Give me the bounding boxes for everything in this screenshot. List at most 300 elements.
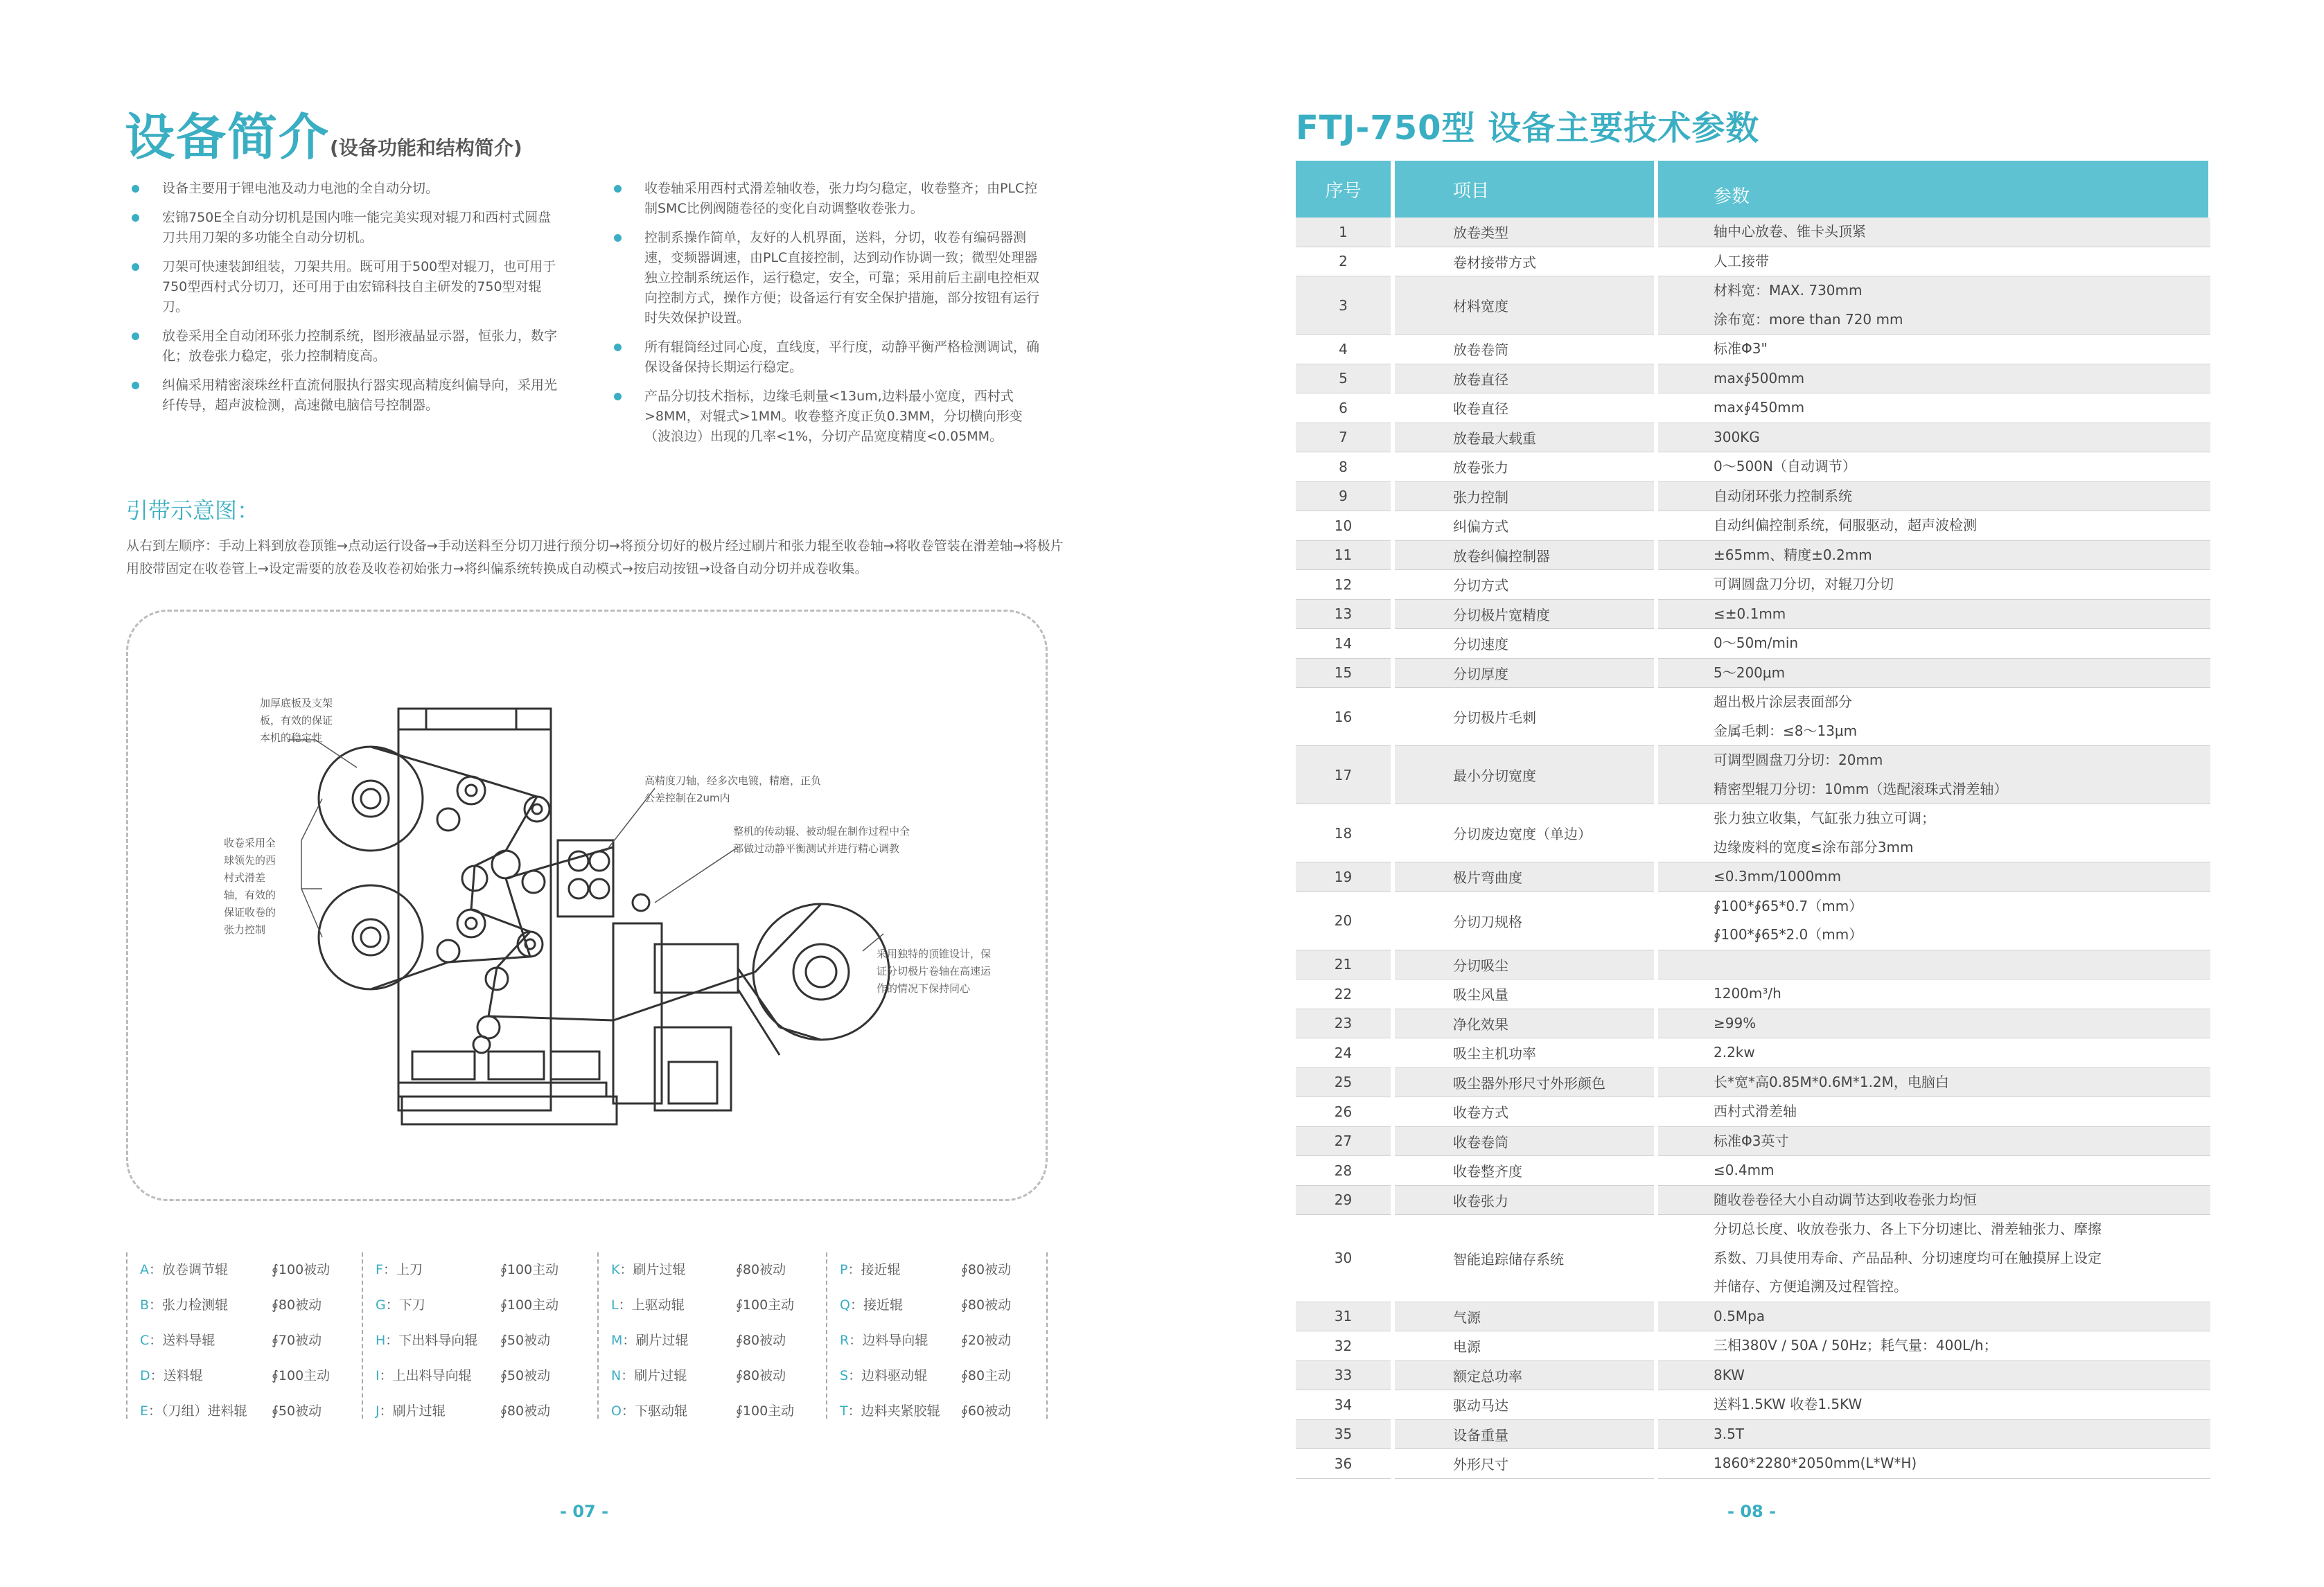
spec-row <box>1296 892 2210 950</box>
spec-row <box>1296 950 2210 979</box>
spec-param <box>1656 570 2210 600</box>
legend-value: ∮100主动 <box>736 1403 795 1419</box>
note-line: 部做过动静平衡测试并进行精心调教 <box>733 842 900 855</box>
legend-name: ：下出料导向辊 <box>385 1333 478 1348</box>
legend-name: ：边料导向辊 <box>849 1333 928 1348</box>
legend-key: I <box>376 1368 380 1383</box>
section-title: 引带示意图： <box>126 497 260 524</box>
spec-param <box>1656 423 2210 452</box>
feature-bullet: 纠偏采用精密滚珠丝杆直流伺服执行器实现高精度纠偏导向，采用光纤传导，超声波检测，高速微电脑信号控制器。 <box>126 375 563 416</box>
legend-name: ：送料辊 <box>150 1368 203 1383</box>
roller-legend <box>126 1252 1048 1419</box>
spec-row <box>1296 570 2210 600</box>
spec-param <box>1656 1419 2210 1449</box>
legend-divider <box>1046 1252 1048 1419</box>
spec-no: 27 <box>1296 1126 1393 1156</box>
legend-key: B <box>140 1297 150 1313</box>
spec-item: 智能追踪储存系统 <box>1393 1215 1656 1302</box>
spec-no: 9 <box>1296 481 1393 511</box>
legend-name: ：刷片过辊 <box>622 1333 689 1348</box>
note-line: 高精度刀轴，经多次电镀，精磨，正负 <box>644 774 822 787</box>
spec-param-line: ≤0.3mm/1000mm <box>1714 868 1842 885</box>
legend-name: ：刷片过辊 <box>621 1368 687 1383</box>
header-param: 参数 <box>1656 161 2210 218</box>
spec-param <box>1656 1038 2210 1068</box>
spec-row <box>1296 1215 2210 1302</box>
legend-item <box>611 1365 687 1384</box>
spec-param-line: 可调型圆盘刀分切：20mm <box>1714 752 1883 768</box>
note-blade <box>644 772 821 807</box>
spec-row <box>1296 276 2210 335</box>
legend-key: R <box>840 1333 850 1348</box>
spec-item: 吸尘主机功率 <box>1393 1038 1656 1068</box>
legend-item <box>376 1330 477 1349</box>
spec-param-line: 可调圆盘刀分切，对辊刀分切 <box>1714 576 1894 592</box>
legend-item <box>376 1365 472 1384</box>
spec-no: 12 <box>1296 570 1393 600</box>
spec-param <box>1656 1331 2210 1361</box>
legend-value: ∮100主动 <box>500 1297 559 1313</box>
spec-param <box>1656 892 2210 950</box>
spec-param-line: ≤0.4mm <box>1714 1162 1775 1178</box>
legend-name: ：上出料导向辊 <box>379 1368 472 1383</box>
spec-item: 分切极片宽精度 <box>1393 599 1656 629</box>
legend-value: ∮20被动 <box>961 1333 1012 1348</box>
legend-name: ：上驱动辊 <box>618 1297 685 1313</box>
spec-no: 15 <box>1296 658 1393 688</box>
spec-no: 11 <box>1296 540 1393 570</box>
spec-item: 收卷直径 <box>1393 393 1656 423</box>
spec-row <box>1296 688 2210 746</box>
legend-name: ：上刀 <box>382 1262 423 1277</box>
spec-param-line: ±65mm、精度±0.2mm <box>1714 546 1872 563</box>
spec-item: 放卷纠偏控制器 <box>1393 540 1656 570</box>
header-item: 项目 <box>1393 161 1656 218</box>
page-number-left: - 07 - <box>560 1502 609 1521</box>
legend-value: ∮80主动 <box>961 1368 1012 1383</box>
legend-divider <box>362 1252 363 1419</box>
note-line: 整机的传动辊、被动辊在制作过程中全 <box>733 825 910 837</box>
spec-row <box>1296 1449 2210 1479</box>
legend-name: ：接近辊 <box>850 1297 903 1313</box>
legend-item <box>376 1259 423 1278</box>
note-line: 证分切极片卷轴在高速运 <box>877 965 992 977</box>
legend-value: ∮80被动 <box>500 1403 551 1419</box>
spec-item: 收卷张力 <box>1393 1185 1656 1215</box>
spec-no: 32 <box>1296 1331 1393 1361</box>
spec-row <box>1296 364 2210 393</box>
spec-row <box>1296 452 2210 482</box>
title-text: 设备简介 <box>125 108 331 166</box>
spec-item: 收卷卷筒 <box>1393 1126 1656 1156</box>
spec-param <box>1656 276 2210 335</box>
spec-no: 10 <box>1296 511 1393 541</box>
legend-key: F <box>376 1262 383 1277</box>
spec-item: 放卷张力 <box>1393 452 1656 482</box>
feature-bullet: 控制系操作简单，友好的人机界面，送料，分切，收卷有编码器测速，变频器调速，由PLC直接控制，达到动作协调一致；微型处理器独立控制系统运作，运行稳定，安全，可靠；采用前后主副电控柜双向控制方式，操作方便；设备运行有安全保护措施，部分按钮有运行时失效保护设置。 <box>608 228 1045 328</box>
spec-param <box>1656 364 2210 393</box>
spec-param <box>1656 393 2210 423</box>
feature-bullet: 所有辊筒经过同心度，直线度，平行度，动静平衡严格检测调试，确保设备保持长期运行稳定。 <box>608 337 1045 378</box>
spec-no: 28 <box>1296 1156 1393 1186</box>
spec-row <box>1296 1390 2210 1420</box>
spec-row <box>1296 218 2210 247</box>
spec-item: 分切厚度 <box>1393 658 1656 688</box>
spec-param-line: 涂布宽：more than 720 mm <box>1714 310 1903 328</box>
spec-row <box>1296 1009 2210 1038</box>
spec-param-line: ∮100*∮65*2.0（mm） <box>1714 926 1863 943</box>
spec-no: 34 <box>1296 1390 1393 1420</box>
spec-param-line: 自动纠偏控制系统，伺服驱动，超声波检测 <box>1714 517 1977 533</box>
legend-key: L <box>611 1297 619 1313</box>
note-line: 收卷采用全 <box>224 837 276 849</box>
feature-bullet: 刀架可快速装卸组装，刀架共用。既可用于500型对辊刀，也可用于750型西村式分切刀，还可用于由宏锦科技自主研发的750型对辊刀。 <box>126 257 563 317</box>
note-line: 作的情况下保持同心 <box>877 982 971 995</box>
spec-row <box>1296 979 2210 1009</box>
spec-no: 30 <box>1296 1215 1393 1302</box>
legend-item <box>140 1259 228 1278</box>
spec-param-line: 0.5Mpa <box>1714 1307 1766 1324</box>
spec-item: 最小分切宽度 <box>1393 746 1656 804</box>
legend-item <box>840 1330 928 1349</box>
legend-value: ∮80被动 <box>961 1262 1012 1277</box>
spec-param <box>1656 746 2210 804</box>
spec-no: 7 <box>1296 423 1393 452</box>
spec-item: 纠偏方式 <box>1393 511 1656 541</box>
spec-no: 19 <box>1296 862 1393 892</box>
header-no: 序号 <box>1296 161 1393 218</box>
legend-value: ∮100主动 <box>500 1262 559 1277</box>
legend-value: ∮50被动 <box>500 1368 551 1383</box>
spec-item: 极片弯曲度 <box>1393 862 1656 892</box>
spec-param <box>1656 218 2210 247</box>
spec-item: 分切极片毛刺 <box>1393 688 1656 746</box>
spec-param-line: 随收卷卷径大小自动调节达到收卷张力均恒 <box>1714 1191 1977 1208</box>
spec-param-line: 精密型辊刀分切：10mm（选配滚珠式滑差轴） <box>1714 780 2008 797</box>
legend-value: ∮80被动 <box>736 1333 786 1348</box>
feature-bullet: 放卷采用全自动闭环张力控制系统，图形液晶显示器，恒张力，数字化；放卷张力稳定，张力控制精度高。 <box>126 326 563 366</box>
legend-key: D <box>140 1368 150 1383</box>
legend-name: ：边料驱动辊 <box>848 1368 928 1383</box>
spec-item: 分切废边宽度（单边） <box>1393 804 1656 862</box>
spec-param-line: 自动闭环张力控制系统 <box>1714 487 1852 504</box>
legend-item <box>140 1401 247 1419</box>
note-base <box>260 695 333 747</box>
spec-param <box>1656 1067 2210 1097</box>
legend-value: ∮100被动 <box>272 1262 331 1277</box>
spec-no: 8 <box>1296 452 1393 482</box>
spec-param <box>1656 540 2210 570</box>
spec-param <box>1656 629 2210 659</box>
spec-param-line: 边缘废料的宽度≤涂布部分3mm <box>1714 838 1914 855</box>
legend-key: H <box>376 1333 386 1348</box>
spec-no: 4 <box>1296 335 1393 364</box>
spec-row <box>1296 658 2210 688</box>
legend-value: ∮100主动 <box>736 1297 795 1313</box>
spec-item: 净化效果 <box>1393 1009 1656 1038</box>
spec-param <box>1656 511 2210 541</box>
spec-row <box>1296 1419 2210 1449</box>
spec-param <box>1656 1126 2210 1156</box>
legend-item <box>140 1365 203 1384</box>
spec-item: 设备重量 <box>1393 1419 1656 1449</box>
spec-row <box>1296 804 2210 862</box>
spec-item: 卷材接带方式 <box>1393 247 1656 276</box>
spec-row <box>1296 1067 2210 1097</box>
legend-value: ∮100主动 <box>272 1368 331 1383</box>
legend-name: ：（刀组）进料辊 <box>148 1403 247 1419</box>
spec-param <box>1656 1449 2210 1479</box>
spec-param <box>1656 1302 2210 1331</box>
note-rewind <box>224 835 276 939</box>
threading-sequence: 从右到左顺序：手动上料到放卷顶锥→点动运行设备→手动送料至分切刀进行预分切→将预分切好的极片经过刷片和张力辊至收卷轴→将收卷管装在滑差轴→将极片用胶带固定在收卷管上→设定需要的放卷及收卷初始张力→将纠偏系统转换成自动模式→按启动按钮→设备自动分切并成卷收集。 <box>126 538 1064 576</box>
spec-no: 29 <box>1296 1185 1393 1215</box>
spec-param <box>1656 1390 2210 1420</box>
legend-item <box>840 1259 900 1278</box>
legend-key: T <box>840 1403 848 1419</box>
spec-param-line: 300KG <box>1714 428 1760 445</box>
note-unwind <box>877 946 991 998</box>
page-number-right: - 08 - <box>1727 1502 1777 1521</box>
spec-param <box>1656 1009 2210 1038</box>
rewind-roll-lower <box>319 885 423 989</box>
legend-name: ：刷片过辊 <box>379 1403 446 1419</box>
spec-no: 3 <box>1296 276 1393 335</box>
legend-key: S <box>840 1368 849 1383</box>
spec-no: 33 <box>1296 1360 1393 1390</box>
spec-item: 分切速度 <box>1393 629 1656 659</box>
spec-param <box>1656 452 2210 482</box>
spec-param-line: 分切总长度、收放卷张力、各上下分切速比、滑差轴张力、摩擦 <box>1714 1221 2102 1237</box>
spec-row <box>1296 1302 2210 1331</box>
spec-row <box>1296 423 2210 452</box>
spec-item: 放卷直径 <box>1393 364 1656 393</box>
legend-item <box>376 1295 425 1313</box>
legend-key: P <box>840 1262 848 1277</box>
legend-item <box>376 1401 446 1419</box>
spec-no: 6 <box>1296 393 1393 423</box>
spec-param-line: 0～500N（自动调节） <box>1714 458 1856 475</box>
spec-title: FTJ-750型 设备主要技术参数 <box>1296 109 1760 148</box>
spec-param-line: 5～200μm <box>1714 664 1786 681</box>
feature-list-right <box>608 179 1045 456</box>
legend-key: E <box>140 1403 149 1419</box>
note-line: 球领先的西 <box>224 854 276 867</box>
legend-key: M <box>611 1333 623 1348</box>
spec-item: 收卷整齐度 <box>1393 1156 1656 1186</box>
spec-row <box>1296 629 2210 659</box>
spec-no: 35 <box>1296 1419 1393 1449</box>
legend-key: A <box>140 1262 149 1277</box>
spec-item: 放卷最大载重 <box>1393 423 1656 452</box>
legend-item <box>840 1295 903 1313</box>
note-line: 本机的稳定性 <box>260 732 323 744</box>
spec-no: 25 <box>1296 1067 1393 1097</box>
legend-value: ∮80被动 <box>961 1297 1012 1313</box>
spec-param <box>1656 1185 2210 1215</box>
spec-item: 分切方式 <box>1393 570 1656 600</box>
legend-value: ∮60被动 <box>961 1403 1012 1419</box>
legend-name: ：张力检测辊 <box>149 1297 229 1313</box>
note-line: 加厚底板及支架 <box>260 697 333 709</box>
legend-item <box>611 1259 685 1278</box>
spec-param <box>1656 599 2210 629</box>
spec-param <box>1656 1215 2210 1302</box>
spec-item: 张力控制 <box>1393 481 1656 511</box>
spec-row <box>1296 393 2210 423</box>
spec-item: 放卷类型 <box>1393 218 1656 247</box>
spec-param-line: 3.5T <box>1714 1425 1745 1442</box>
spec-no: 22 <box>1296 979 1393 1009</box>
legend-value: ∮80被动 <box>736 1262 786 1277</box>
spec-param <box>1656 804 2210 862</box>
feature-bullet: 产品分切技术指标，边缘毛刺量<13um,边料最小宽度，西村式>8MM，对辊式>1MM。收卷整齐度正负0.3MM，分切横向形变（波浪边）出现的几率<1%，分切产品宽度精度<0.05MM。 <box>608 387 1045 447</box>
spec-param <box>1656 335 2210 364</box>
machine-diagram <box>126 610 1048 1201</box>
note-rollers <box>733 823 910 858</box>
spec-no: 17 <box>1296 746 1393 804</box>
spec-item: 驱动马达 <box>1393 1390 1656 1420</box>
spec-param-line: 标准Φ3英寸 <box>1714 1132 1789 1149</box>
legend-name: ：刷片过辊 <box>619 1262 686 1277</box>
spec-no: 1 <box>1296 218 1393 247</box>
spec-row <box>1296 247 2210 276</box>
spec-param <box>1656 247 2210 276</box>
spec-param <box>1656 1360 2210 1390</box>
legend-name: ：下刀 <box>385 1297 425 1313</box>
spec-no: 26 <box>1296 1097 1393 1127</box>
spec-no: 14 <box>1296 629 1393 659</box>
spec-param-line: 8KW <box>1714 1366 1745 1383</box>
spec-param <box>1656 979 2210 1009</box>
spec-row <box>1296 746 2210 804</box>
spec-item: 气源 <box>1393 1302 1656 1331</box>
spec-param-line: 1200m³/h <box>1714 985 1781 1002</box>
spec-param-line: 系数、刀具使用寿命、产品品种、分切速度均可在触摸屏上设定 <box>1714 1249 2102 1266</box>
spec-table <box>1296 161 2212 1479</box>
spec-no: 18 <box>1296 804 1393 862</box>
legend-item <box>140 1330 215 1349</box>
spec-no: 13 <box>1296 599 1393 629</box>
legend-value: ∮70被动 <box>272 1333 322 1348</box>
spec-param-line: 并储存、方便追溯及过程管控。 <box>1714 1278 1908 1295</box>
spec-row <box>1296 1185 2210 1215</box>
spec-param-line: 送料1.5KW 收卷1.5KW <box>1714 1396 1863 1412</box>
legend-item <box>611 1330 688 1349</box>
legend-item <box>840 1365 927 1384</box>
legend-name: ：放卷调节辊 <box>149 1262 229 1277</box>
legend-name: ：边料夹紧胶辊 <box>847 1403 940 1419</box>
page-subtitle: (设备功能和结构简介) <box>330 136 522 159</box>
spec-no: 24 <box>1296 1038 1393 1068</box>
feature-bullet: 宏锦750E全自动分切机是国内唯一能完美实现对辊刀和西村式圆盘刀共用刀架的多功能全自动分切机。 <box>126 208 563 248</box>
rewind-roll-upper <box>319 747 423 851</box>
legend-name: ：送料导辊 <box>149 1333 215 1348</box>
spec-param-line: ∮100*∮65*0.7（mm） <box>1714 897 1863 914</box>
spec-item: 收卷方式 <box>1393 1097 1656 1127</box>
legend-item <box>611 1401 687 1419</box>
spec-param-line: 0～50m/min <box>1714 635 1799 651</box>
spec-param-line: 超出极片涂层表面部分 <box>1714 693 1852 710</box>
note-line: 采用独特的顶锥设计，保 <box>877 948 992 960</box>
legend-value: ∮80被动 <box>736 1368 786 1383</box>
legend-value: ∮80被动 <box>272 1297 322 1313</box>
legend-name: ：接近辊 <box>847 1262 901 1277</box>
spec-row <box>1296 1360 2210 1390</box>
spec-param-line: 标准Φ3" <box>1714 340 1768 357</box>
legend-value: ∮50被动 <box>500 1333 551 1348</box>
spec-param-line: 张力独立收集，气缸张力独立可调； <box>1714 810 1935 826</box>
spec-item: 电源 <box>1393 1331 1656 1361</box>
spec-param-line: 长*宽*高0.85M*0.6M*1.2M，电脑白 <box>1714 1073 1949 1090</box>
spec-row <box>1296 599 2210 629</box>
spec-no: 2 <box>1296 247 1393 276</box>
spec-row <box>1296 540 2210 570</box>
spec-item: 外形尺寸 <box>1393 1449 1656 1479</box>
legend-key: K <box>611 1262 620 1277</box>
spec-no: 21 <box>1296 950 1393 979</box>
spec-param <box>1656 1156 2210 1186</box>
legend-key: C <box>140 1333 150 1348</box>
spec-no: 16 <box>1296 688 1393 746</box>
spec-no: 36 <box>1296 1449 1393 1479</box>
spec-param-line: 西村式滑差轴 <box>1714 1103 1797 1119</box>
spec-item: 分切吸尘 <box>1393 950 1656 979</box>
legend-key: N <box>611 1368 622 1383</box>
spec-no: 31 <box>1296 1302 1393 1331</box>
spec-param <box>1656 950 2210 979</box>
spec-param-line: 金属毛刺：≤8～13μm <box>1714 722 1858 739</box>
legend-name: ：下驱动辊 <box>621 1403 687 1419</box>
spec-item: 放卷卷筒 <box>1393 335 1656 364</box>
legend-item <box>840 1401 940 1419</box>
page-title <box>125 97 522 169</box>
note-line: 保证收卷的 <box>224 906 276 919</box>
spec-item: 材料宽度 <box>1393 276 1656 335</box>
legend-key: O <box>611 1403 622 1419</box>
spec-param-line: 材料宽：MAX. 730mm <box>1714 282 1863 299</box>
spec-item: 吸尘风量 <box>1393 979 1656 1009</box>
spec-param <box>1656 658 2210 688</box>
legend-divider <box>126 1252 127 1419</box>
spec-header-row <box>1296 161 2210 218</box>
note-line: 村式滑差 <box>224 871 266 884</box>
spec-item: 分切刀规格 <box>1393 892 1656 950</box>
spec-row <box>1296 1038 2210 1068</box>
spec-param-line: ≥99% <box>1714 1014 1757 1031</box>
note-line: 轴，有效的 <box>224 889 276 901</box>
spec-param-line: max∮500mm <box>1714 369 1805 387</box>
spec-param-line: 轴中心放卷、锥卡头顶紧 <box>1714 223 1866 240</box>
feature-bullet: 收卷轴采用西村式滑差轴收卷，张力均匀稳定，收卷整齐；由PLC控制SMC比例阀随卷径的变化自动调整收卷张力。 <box>608 179 1045 219</box>
spec-item: 额定总功率 <box>1393 1360 1656 1390</box>
spec-param-line: 三相380V / 50A / 50Hz；耗气量：400L/h； <box>1714 1337 1998 1354</box>
feature-bullet: 设备主要用于锂电池及动力电池的全自动分切。 <box>126 179 563 199</box>
spec-row <box>1296 1097 2210 1127</box>
spec-row <box>1296 1156 2210 1186</box>
legend-item <box>140 1295 228 1313</box>
spec-row <box>1296 1126 2210 1156</box>
note-line: 公差控制在2um内 <box>644 792 730 804</box>
spec-item: 吸尘器外形尺寸外形颜色 <box>1393 1067 1656 1097</box>
spec-param-line: 1860*2280*2050mm(L*W*H) <box>1714 1455 1917 1471</box>
legend-key: G <box>376 1297 386 1313</box>
legend-divider <box>826 1252 827 1419</box>
spec-row <box>1296 481 2210 511</box>
spec-no: 5 <box>1296 364 1393 393</box>
spec-param-line: 人工接带 <box>1714 252 1769 269</box>
spec-param <box>1656 688 2210 746</box>
